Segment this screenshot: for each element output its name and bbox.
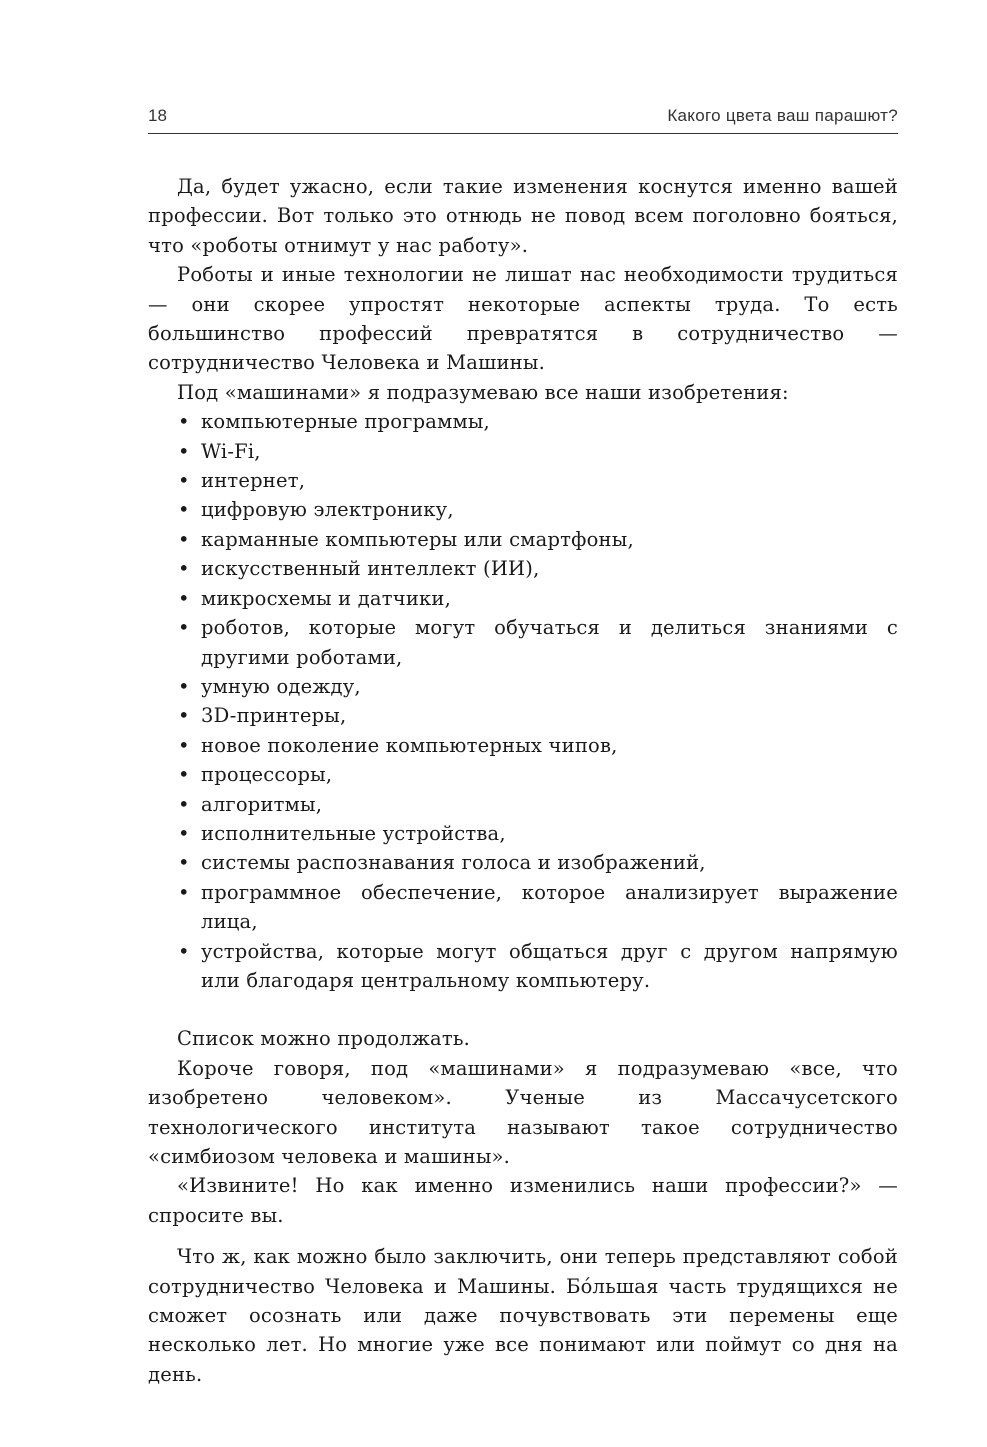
bullet-icon: • [178,880,190,904]
list-item [148,525,898,554]
list-item-text: исполнительные устройства, [201,821,506,845]
list-item-text: компьютерные программы, [201,410,490,434]
bullet-icon: • [178,616,190,640]
list-item-text: роботов, которые могут обучаться и делиться знаниями с другими роботами, [201,616,898,669]
header-rule [148,133,898,134]
bullet-icon: • [178,792,190,816]
list-item-text: микросхемы и датчики, [201,586,452,610]
list-item [148,437,898,466]
list-item-text: Wi-Fi, [201,439,261,463]
list-item [148,672,898,701]
bullet-icon: • [178,586,190,610]
paragraph: Список можно продолжать. [177,1027,471,1051]
list-item-text: новое поколение компьютерных чипов, [201,733,618,757]
list-item [148,466,898,495]
list-item-text: системы распознавания голоса и изображений, [201,851,706,875]
bullet-icon: • [178,439,190,463]
bullet-icon: • [178,763,190,787]
bullet-icon: • [178,821,190,845]
paragraph: Роботы и иные технологии не лишат нас необходимости трудиться — они скорее упростят некоторые аспекты труда. То есть большинство профессий превратятся в сотрудничество — сотрудничество Человека и Машины. [148,263,898,375]
paragraph: «Извините! Но как именно изменились наши профессии?» — спросите вы. [148,1174,898,1227]
bullet-icon: • [178,469,190,493]
list-item [148,554,898,583]
list-item-text: программное обеспечение, которое анализирует выражение лица, [201,880,898,934]
inventions-list [148,407,898,995]
page-number: 18 [148,106,167,125]
list-item [148,495,898,524]
list-item [148,613,898,672]
paragraph: Под «машинами» я подразумеваю все наши изобретения: [177,380,789,404]
bullet-icon: • [178,733,190,757]
list-item-text: процессоры, [201,763,333,787]
list-item-text: карманные компьютеры или смартфоны, [201,527,634,551]
bullet-icon: • [178,498,190,522]
list-item [148,819,898,848]
paragraph: Что ж, как можно было заключить, они теперь представляют собой сотрудничество Человека и Машины. Бóльшая часть трудящихся не сможет осознать или даже почувствовать эти перемены еще несколько лет. Но многие уже все понимают или поймут со дня на день. [148,1245,898,1386]
list-item-text: 3D-принтеры, [201,704,347,728]
list-item-text: алгоритмы, [201,792,323,816]
list-item [148,878,898,937]
list-item [148,937,898,996]
bullet-icon: • [178,674,190,698]
list-item-text: цифровую электронику, [201,498,454,522]
spacer [148,1230,898,1242]
list-item-text: умную одежду, [201,674,361,698]
list-item [148,731,898,760]
list-item [148,790,898,819]
bullet-icon: • [178,704,190,728]
bullet-icon: • [178,527,190,551]
list-item [148,701,898,730]
page-body [148,172,898,1389]
bullet-icon: • [178,939,190,963]
list-item-text: искусственный интеллект (ИИ), [201,557,540,581]
running-header [148,104,898,132]
paragraph: Короче говоря, под «машинами» я подразумеваю «все, что изобретено человеком». Ученые из Массачусетского технологического института называют такое сотрудничество «симбиозом человека и машины». [148,1056,898,1168]
paragraph: Да, будет ужасно, если такие изменения коснутся именно вашей профессии. Вот только это отнюдь не повод всем поголовно бояться, что «роботы отнимут у нас работу». [148,175,898,257]
list-item-text: устройства, которые могут общаться друг с другом напрямую или благодаря центральному компьютеру. [201,939,898,992]
list-item [148,848,898,877]
bullet-icon: • [178,851,190,875]
list-item [148,407,898,436]
running-title: Какого цвета ваш парашют? [667,106,898,125]
list-item [148,584,898,613]
spacer [148,995,898,1024]
list-item [148,760,898,789]
bullet-icon: • [178,410,190,434]
list-item-text: интернет, [201,469,306,493]
bullet-icon: • [178,557,190,581]
